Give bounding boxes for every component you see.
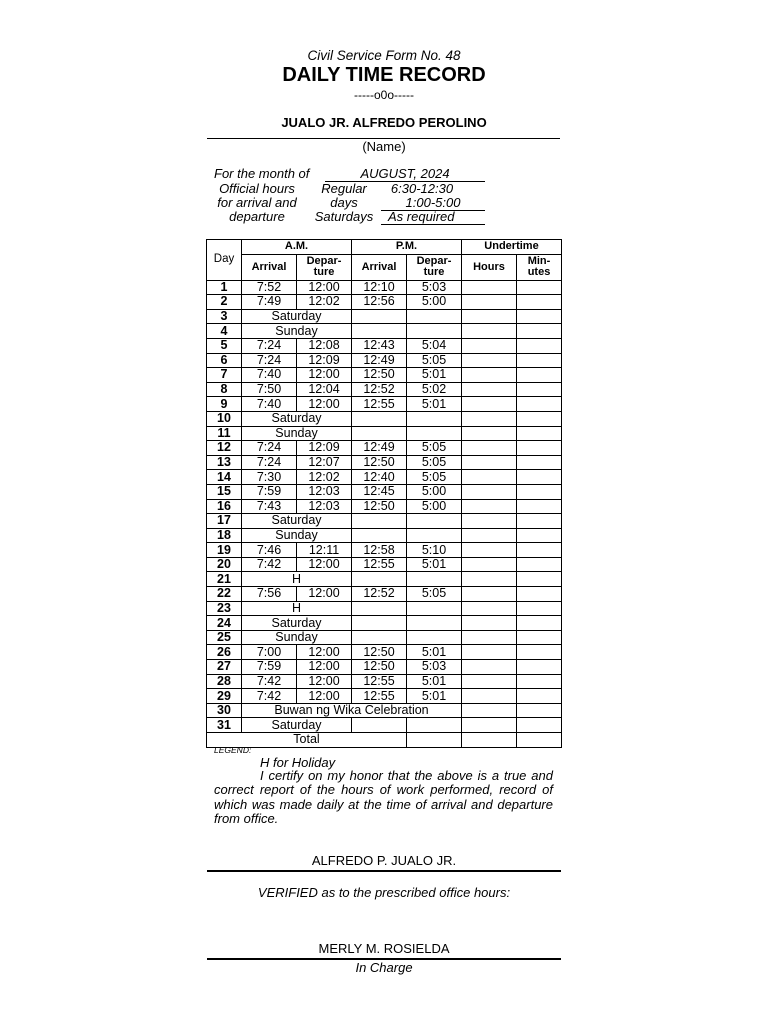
row-pm-arrival: 12:49 <box>352 441 407 456</box>
row-day: 27 <box>207 660 242 675</box>
row-am-departure: 12:00 <box>297 368 352 383</box>
row-pm-departure: 5:00 <box>407 295 462 310</box>
row-am-arrival: 7:50 <box>242 382 297 397</box>
row-pm-departure: 5:01 <box>407 397 462 412</box>
row-undertime-minutes <box>517 499 562 514</box>
row-am-departure: 12:00 <box>297 587 352 602</box>
row-pm-arrival: 12:52 <box>352 587 407 602</box>
table-row <box>207 543 562 558</box>
table-row <box>207 309 562 324</box>
row-undertime-minutes <box>517 572 562 587</box>
row-pm-departure <box>407 718 462 733</box>
table-row <box>207 616 562 631</box>
row-undertime-hours <box>462 338 517 353</box>
row-undertime-hours <box>462 645 517 660</box>
row-pm-departure: 5:00 <box>407 484 462 499</box>
header-minutes: Min-utes <box>517 254 562 280</box>
row-undertime-hours <box>462 514 517 529</box>
regular-hours-am: 6:30-12:30 <box>390 181 454 196</box>
row-day: 6 <box>207 353 242 368</box>
table-row <box>207 353 562 368</box>
total-minutes <box>517 733 562 748</box>
table-row <box>207 499 562 514</box>
table-row <box>207 557 562 572</box>
row-note: Saturday <box>242 616 352 631</box>
row-pm-arrival: 12:50 <box>352 455 407 470</box>
row-am-arrival: 7:40 <box>242 368 297 383</box>
row-undertime-minutes <box>517 338 562 353</box>
row-day: 28 <box>207 674 242 689</box>
row-am-departure: 12:00 <box>297 645 352 660</box>
row-undertime-hours <box>462 689 517 704</box>
table-row <box>207 587 562 602</box>
saturdays-hours-text: As required <box>388 209 455 224</box>
row-undertime-hours <box>462 353 517 368</box>
row-am-arrival: 7:59 <box>242 484 297 499</box>
row-am-arrival: 7:42 <box>242 557 297 572</box>
regular-hours-pm: 1:00-5:00 <box>381 195 485 211</box>
time-record-body <box>207 280 562 732</box>
header-day: Day <box>207 240 242 281</box>
row-day: 5 <box>207 338 242 353</box>
row-undertime-hours <box>462 309 517 324</box>
row-note: Saturday <box>242 718 352 733</box>
row-pm-departure: 5:05 <box>407 470 462 485</box>
time-record-table <box>206 239 562 748</box>
row-undertime-minutes <box>517 411 562 426</box>
row-am-departure: 12:09 <box>297 441 352 456</box>
table-row <box>207 572 562 587</box>
row-pm-departure: 5:05 <box>407 353 462 368</box>
row-day: 22 <box>207 587 242 602</box>
row-day: 11 <box>207 426 242 441</box>
row-pm-departure <box>407 426 462 441</box>
row-pm-departure <box>407 324 462 339</box>
row-undertime-hours <box>462 455 517 470</box>
row-undertime-minutes <box>517 689 562 704</box>
row-am-arrival: 7:56 <box>242 587 297 602</box>
row-day: 19 <box>207 543 242 558</box>
row-pm-departure: 5:05 <box>407 441 462 456</box>
legend-label: LEGEND: <box>214 745 252 755</box>
row-undertime-hours <box>462 324 517 339</box>
row-am-departure: 12:03 <box>297 499 352 514</box>
total-label: Total <box>207 733 407 748</box>
row-pm-arrival: 12:50 <box>352 660 407 675</box>
row-day: 16 <box>207 499 242 514</box>
header-pm: P.M. <box>352 240 462 255</box>
row-day: 1 <box>207 280 242 295</box>
row-undertime-minutes <box>517 514 562 529</box>
row-undertime-minutes <box>517 470 562 485</box>
table-row <box>207 455 562 470</box>
row-pm-arrival: 12:55 <box>352 397 407 412</box>
table-row <box>207 397 562 412</box>
row-pm-departure: 5:05 <box>407 587 462 602</box>
row-day: 31 <box>207 718 242 733</box>
row-day: 13 <box>207 455 242 470</box>
employee-name: JUALO JR. ALFREDO PEROLINO <box>281 115 487 130</box>
row-am-departure: 12:07 <box>297 455 352 470</box>
table-row <box>207 470 562 485</box>
row-day: 20 <box>207 557 242 572</box>
row-note: Saturday <box>242 411 352 426</box>
row-am-departure: 12:02 <box>297 470 352 485</box>
row-pm-arrival <box>352 630 407 645</box>
row-undertime-hours <box>462 587 517 602</box>
row-pm-arrival: 12:45 <box>352 484 407 499</box>
table-row <box>207 660 562 675</box>
certification-text: I certify on my honor that the above is a true and correct report of the hours of work performed, record of which was made daily at the time of arrival and departure from office. <box>214 768 553 826</box>
row-day: 23 <box>207 601 242 616</box>
row-pm-departure <box>407 411 462 426</box>
row-pm-departure: 5:01 <box>407 557 462 572</box>
total-pm-departure <box>407 733 462 748</box>
month-label: For the month of <box>214 166 310 181</box>
row-day: 7 <box>207 368 242 383</box>
page-title: DAILY TIME RECORD <box>282 64 486 86</box>
row-note: Sunday <box>242 528 352 543</box>
row-am-arrival: 7:24 <box>242 338 297 353</box>
row-am-arrival: 7:42 <box>242 689 297 704</box>
row-undertime-minutes <box>517 674 562 689</box>
row-undertime-hours <box>462 572 517 587</box>
row-undertime-minutes <box>517 528 562 543</box>
row-am-departure: 12:02 <box>297 295 352 310</box>
table-row <box>207 484 562 499</box>
row-note: H <box>242 601 352 616</box>
row-undertime-hours <box>462 382 517 397</box>
row-pm-arrival <box>352 616 407 631</box>
row-undertime-minutes <box>517 645 562 660</box>
row-undertime-hours <box>462 616 517 631</box>
row-pm-departure: 5:03 <box>407 280 462 295</box>
row-undertime-hours <box>462 411 517 426</box>
row-undertime-minutes <box>517 543 562 558</box>
row-am-arrival: 7:52 <box>242 280 297 295</box>
row-undertime-hours <box>462 397 517 412</box>
row-pm-departure <box>407 528 462 543</box>
row-am-departure: 12:11 <box>297 543 352 558</box>
row-pm-arrival: 12:55 <box>352 674 407 689</box>
row-note: Sunday <box>242 426 352 441</box>
row-am-arrival: 7:24 <box>242 441 297 456</box>
row-note: Sunday <box>242 324 352 339</box>
total-hours <box>462 733 517 748</box>
table-row <box>207 528 562 543</box>
row-undertime-minutes <box>517 426 562 441</box>
table-row <box>207 295 562 310</box>
row-am-departure: 12:00 <box>297 674 352 689</box>
row-am-departure: 12:04 <box>297 382 352 397</box>
row-note: H <box>242 572 352 587</box>
row-pm-arrival: 12:50 <box>352 499 407 514</box>
row-pm-arrival: 12:55 <box>352 557 407 572</box>
employee-signature-name: ALFREDO P. JUALO JR. <box>311 853 457 868</box>
row-day: 15 <box>207 484 242 499</box>
row-undertime-minutes <box>517 718 562 733</box>
regular-label-1: Regular <box>321 181 367 196</box>
row-am-arrival: 7:00 <box>242 645 297 660</box>
row-day: 14 <box>207 470 242 485</box>
row-pm-departure: 5:01 <box>407 645 462 660</box>
row-pm-departure <box>407 630 462 645</box>
row-day: 12 <box>207 441 242 456</box>
official-hours-label-2: for arrival and <box>217 195 297 210</box>
row-am-arrival: 7:40 <box>242 397 297 412</box>
header-am-arrival: Arrival <box>242 254 297 280</box>
row-undertime-hours <box>462 470 517 485</box>
row-am-departure: 12:08 <box>297 338 352 353</box>
table-row <box>207 718 562 733</box>
row-am-departure: 12:00 <box>297 660 352 675</box>
name-caption: (Name) <box>362 139 406 154</box>
row-day: 8 <box>207 382 242 397</box>
row-pm-arrival: 12:40 <box>352 470 407 485</box>
row-undertime-minutes <box>517 280 562 295</box>
row-pm-departure <box>407 309 462 324</box>
row-am-departure: 12:00 <box>297 689 352 704</box>
row-day: 29 <box>207 689 242 704</box>
official-hours-label-3: departure <box>229 209 285 224</box>
official-hours-label-1: Official hours <box>219 181 295 196</box>
in-charge-name: MERLY M. ROSIELDA <box>318 941 450 956</box>
row-pm-arrival <box>352 426 407 441</box>
table-row <box>207 382 562 397</box>
row-note: Saturday <box>242 309 352 324</box>
row-pm-departure <box>407 572 462 587</box>
row-undertime-minutes <box>517 353 562 368</box>
row-pm-arrival <box>352 514 407 529</box>
row-pm-arrival: 12:52 <box>352 382 407 397</box>
row-pm-departure: 5:01 <box>407 674 462 689</box>
verified-statement: VERIFIED as to the prescribed office hours: <box>257 885 511 900</box>
row-undertime-hours <box>462 674 517 689</box>
row-pm-arrival <box>352 324 407 339</box>
row-undertime-minutes <box>517 382 562 397</box>
row-undertime-hours <box>462 718 517 733</box>
row-pm-departure: 5:05 <box>407 455 462 470</box>
row-undertime-minutes <box>517 441 562 456</box>
legend-holiday: H for Holiday <box>260 755 336 770</box>
row-pm-arrival <box>352 601 407 616</box>
row-am-arrival: 7:42 <box>242 674 297 689</box>
row-undertime-hours <box>462 295 517 310</box>
table-row <box>207 514 562 529</box>
row-am-departure: 12:00 <box>297 397 352 412</box>
row-note: Saturday <box>242 514 352 529</box>
row-pm-departure: 5:10 <box>407 543 462 558</box>
row-day: 10 <box>207 411 242 426</box>
row-undertime-hours <box>462 557 517 572</box>
table-row <box>207 689 562 704</box>
row-undertime-hours <box>462 528 517 543</box>
row-pm-arrival: 12:58 <box>352 543 407 558</box>
row-undertime-minutes <box>517 630 562 645</box>
table-row <box>207 368 562 383</box>
table-row <box>207 645 562 660</box>
row-am-arrival: 7:46 <box>242 543 297 558</box>
row-pm-departure: 5:02 <box>407 382 462 397</box>
month-value: AUGUST, 2024 <box>325 166 485 182</box>
row-note: Buwan ng Wika Celebration <box>242 703 462 718</box>
row-am-arrival: 7:24 <box>242 353 297 368</box>
row-day: 17 <box>207 514 242 529</box>
table-row <box>207 411 562 426</box>
row-day: 21 <box>207 572 242 587</box>
row-pm-arrival <box>352 572 407 587</box>
row-pm-arrival: 12:55 <box>352 689 407 704</box>
title-decoration: -----o0o----- <box>354 88 414 102</box>
row-pm-departure <box>407 601 462 616</box>
row-pm-departure <box>407 616 462 631</box>
row-pm-arrival <box>352 411 407 426</box>
row-undertime-minutes <box>517 660 562 675</box>
row-pm-departure: 5:03 <box>407 660 462 675</box>
in-charge-title: In Charge <box>355 960 413 975</box>
saturdays-hours <box>381 209 485 225</box>
row-day: 25 <box>207 630 242 645</box>
row-undertime-minutes <box>517 295 562 310</box>
row-day: 9 <box>207 397 242 412</box>
header-hours: Hours <box>462 254 517 280</box>
row-day: 18 <box>207 528 242 543</box>
table-row <box>207 703 562 718</box>
row-am-departure: 12:00 <box>297 557 352 572</box>
row-undertime-hours <box>462 499 517 514</box>
header-pm-departure: Depar-ture <box>407 254 462 280</box>
row-pm-departure: 5:01 <box>407 368 462 383</box>
row-note: Sunday <box>242 630 352 645</box>
row-day: 26 <box>207 645 242 660</box>
row-undertime-minutes <box>517 601 562 616</box>
table-row <box>207 426 562 441</box>
row-day: 30 <box>207 703 242 718</box>
table-row <box>207 280 562 295</box>
table-row <box>207 324 562 339</box>
row-pm-arrival: 12:50 <box>352 645 407 660</box>
header-am-departure: Depar-ture <box>297 254 352 280</box>
row-undertime-minutes <box>517 703 562 718</box>
row-undertime-minutes <box>517 397 562 412</box>
table-row <box>207 674 562 689</box>
row-am-arrival: 7:59 <box>242 660 297 675</box>
row-pm-arrival: 12:10 <box>352 280 407 295</box>
row-undertime-minutes <box>517 368 562 383</box>
table-row <box>207 601 562 616</box>
row-pm-arrival: 12:49 <box>352 353 407 368</box>
row-day: 3 <box>207 309 242 324</box>
row-day: 4 <box>207 324 242 339</box>
row-pm-arrival <box>352 528 407 543</box>
row-am-arrival: 7:43 <box>242 499 297 514</box>
row-pm-departure: 5:00 <box>407 499 462 514</box>
row-undertime-minutes <box>517 455 562 470</box>
row-undertime-hours <box>462 426 517 441</box>
row-pm-arrival <box>352 718 407 733</box>
row-undertime-hours <box>462 630 517 645</box>
table-row <box>207 441 562 456</box>
row-am-arrival: 7:49 <box>242 295 297 310</box>
header-am: A.M. <box>242 240 352 255</box>
row-undertime-hours <box>462 280 517 295</box>
row-pm-departure <box>407 514 462 529</box>
row-am-departure: 12:03 <box>297 484 352 499</box>
header-pm-arrival: Arrival <box>352 254 407 280</box>
row-undertime-hours <box>462 543 517 558</box>
table-row <box>207 630 562 645</box>
row-undertime-hours <box>462 441 517 456</box>
saturdays-label: Saturdays <box>314 209 374 224</box>
regular-label-2: days <box>330 195 358 210</box>
row-undertime-minutes <box>517 557 562 572</box>
row-undertime-hours <box>462 660 517 675</box>
row-undertime-minutes <box>517 616 562 631</box>
table-row <box>207 338 562 353</box>
row-pm-arrival: 12:43 <box>352 338 407 353</box>
row-am-arrival: 7:30 <box>242 470 297 485</box>
row-undertime-minutes <box>517 587 562 602</box>
row-undertime-hours <box>462 601 517 616</box>
employee-signature-line <box>207 870 561 872</box>
header-undertime: Undertime <box>462 240 562 255</box>
row-undertime-hours <box>462 368 517 383</box>
row-pm-departure: 5:04 <box>407 338 462 353</box>
row-undertime-hours <box>462 703 517 718</box>
row-pm-arrival <box>352 309 407 324</box>
row-undertime-minutes <box>517 309 562 324</box>
row-day: 24 <box>207 616 242 631</box>
row-am-arrival: 7:24 <box>242 455 297 470</box>
row-pm-arrival: 12:50 <box>352 368 407 383</box>
row-undertime-hours <box>462 484 517 499</box>
row-am-departure: 12:09 <box>297 353 352 368</box>
form-number: Civil Service Form No. 48 <box>307 48 461 63</box>
row-pm-departure: 5:01 <box>407 689 462 704</box>
row-undertime-minutes <box>517 324 562 339</box>
row-day: 2 <box>207 295 242 310</box>
row-pm-arrival: 12:56 <box>352 295 407 310</box>
row-am-departure: 12:00 <box>297 280 352 295</box>
row-undertime-minutes <box>517 484 562 499</box>
